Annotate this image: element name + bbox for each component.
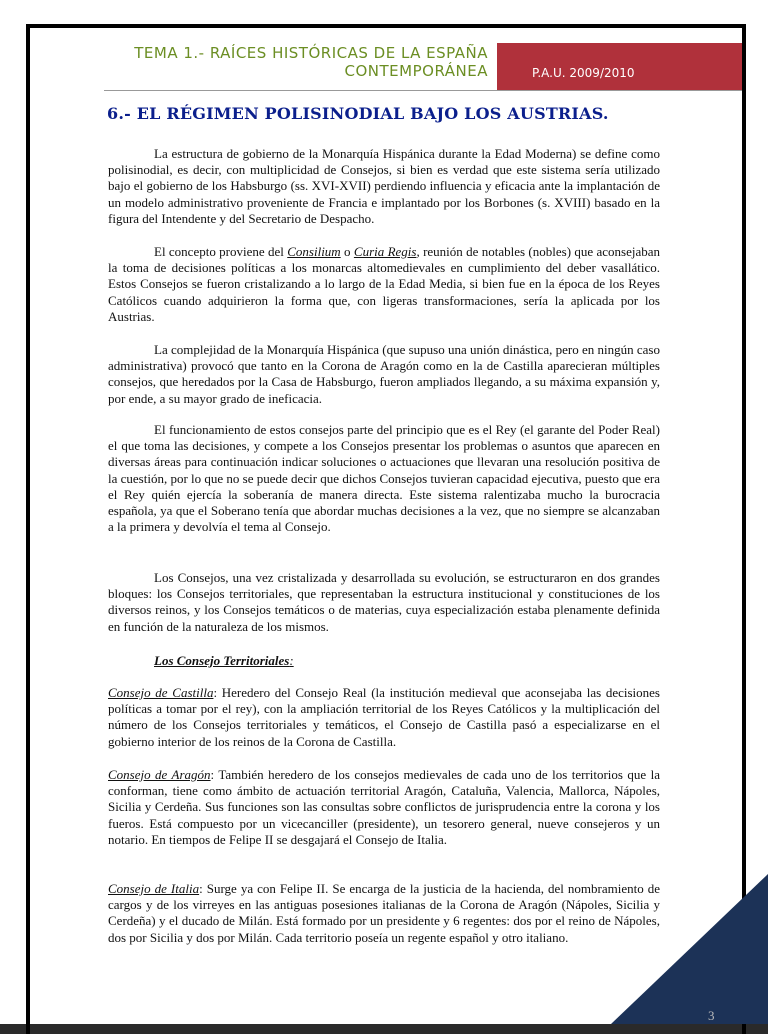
subheading-territorial-councils (154, 653, 294, 669)
header-title-line-1: TEMA 1.- RAÍCES HISTÓRICAS DE LA ESPAÑA (134, 44, 488, 62)
page-number: 3 (708, 1008, 715, 1023)
paragraph-5: Los Consejos, una vez cristalizada y desarrollada su evolución, se estructuraron en dos grandes bloques: los Consejos territoriales, que representaban la estructura institucional y constituciones de los diversos reinos, y los Consejos temáticos o de materias, cuya especialización estaba plenamente definida en función de la naturaleza de los mismos. (108, 570, 660, 634)
section-heading: 6.- EL RÉGIMEN POLISINODIAL BAJO LOS AUSTRIAS. (107, 104, 609, 123)
paragraph-2-end: , reunión de notables (nobles) que aconsejaban la toma de decisiones políticas a los monarcas altomedievales en cumplimiento del deber vasallático. Estos Consejos se fueron cristalizando a lo largo de la Edad Media, si bien fue en la época de los Reyes Católicos cuando adquirieron la forma que, con ligeras transformaciones, sería la aplicada por los Austrias. (108, 244, 661, 324)
council-italia (108, 881, 660, 946)
paragraph-3: La complejidad de la Monarquía Hispánica (que supuso una unión dinástica, pero en ningún caso administrativa) provocó que tanto en la Corona de Aragón como en la de Castilla aparecieran múltiples consejos, que heredados por la Casa de Habsburgo, fueron ampliados llegando, a su máxima expansión y, por ende, a su mayor grado de ineficacia. (108, 342, 660, 406)
council-aragon (108, 767, 660, 848)
paragraph-1: La estructura de gobierno de la Monarquía Hispánica durante la Edad Moderna) se define como polisinodial, es decir, con multiplicidad de Consejos, si bien es verdad que este sistema sería utilizado bajo el gobierno de los Habsburgo (ss. XVI-XVII) perdiendo influencia y eficacia ante la implantación de un modelo administrativo proveniente de Francia e implantado por los Borbones (s. XVIII) basado en la figura del Intendente y del Secretario de Despacho. (108, 146, 660, 226)
council-aragon-text: : También heredero de los consejos medievales de cada uno de los territorios que la conforman, tiene como ámbito de actuación territorial Aragón, Cataluña, Valencia, Mallorca, Nápoles, Sicilia y Cerdeña. Sus funciones son las consultas sobre conflictos de jurisprudencia entre la corona y los fueros. Está compuesto por un vicecanciller (presidente), un tesorero general, nueve consejeros y un notario. En tiempos de Felipe II se desgajará el Consejo de Italia. (108, 767, 661, 847)
paragraph-2-start: El concepto proviene del (154, 244, 288, 259)
paragraph-4: El funcionamiento de estos consejos parte del principio que es el Rey (el garante del Poder Real) el que toma las decisiones, y compete a los Consejos presentar los problemas o asuntos que aparecen en diversas áreas para continuación indicar soluciones o actuaciones que llevaran una resolución positiva de la cuestión, por lo que no se puede decir que dichos Consejos tuvieran capacidad ejecutiva, puesto que era el Rey quién ejercía la soberanía de manera directa. Este sistema ralentizaba mucho la burocracia española, ya que el Soberano tenía que abordar muchas decisiones a la vez, que no siempre se alcanzaban a la primera y devolvía el tema al Consejo. (108, 422, 660, 535)
paragraph-2-or: o (340, 244, 354, 259)
corner-triangle (611, 874, 768, 1024)
corner-decoration (611, 874, 768, 1024)
council-italia-label: Consejo de Italia (108, 881, 200, 896)
council-italia-text: : Surge ya con Felipe II. Se encarga de la justicia de la hacienda, del nombramiento de cargos y de los virreyes en las antiguas posesiones italianas de la Corona de Aragón (Nápoles, Sicilia y Cerdeña) y el ducado de Milán. Está formado por un presidente y 6 regentes: dos por el reino de Nápoles, dos por Sicilia y dos por Milán. Cada territorio poseía un regente español y otro italiano. (108, 881, 660, 945)
subheading-text: Los Consejo Territoriales (154, 653, 290, 668)
paragraph-2 (108, 244, 660, 325)
term-curia-regis: Curia Regis (353, 244, 417, 259)
header-year: P.A.U. 2009/2010 (532, 66, 635, 80)
subheading-colon: : (289, 653, 294, 668)
header-title (134, 44, 488, 80)
term-consilium: Consilium (287, 244, 341, 259)
council-aragon-label: Consejo de Aragón (108, 767, 211, 782)
header-divider (104, 90, 742, 91)
council-castilla-text: : Heredero del Consejo Real (la institución medieval que aconsejaba las decisiones políticas a tomar por el rey), con la ampliación territorial de los Reyes Católicos y la multiplicación del número de los Consejos territoriales y temáticos, el Consejo de Castilla pasó a especializarse en el gobierno interior de los reinos de la Corona de Castilla. (108, 685, 660, 749)
header-title-line-2: CONTEMPORÁNEA (344, 62, 488, 80)
council-castilla (108, 685, 660, 750)
council-castilla-label: Consejo de Castilla (108, 685, 214, 700)
